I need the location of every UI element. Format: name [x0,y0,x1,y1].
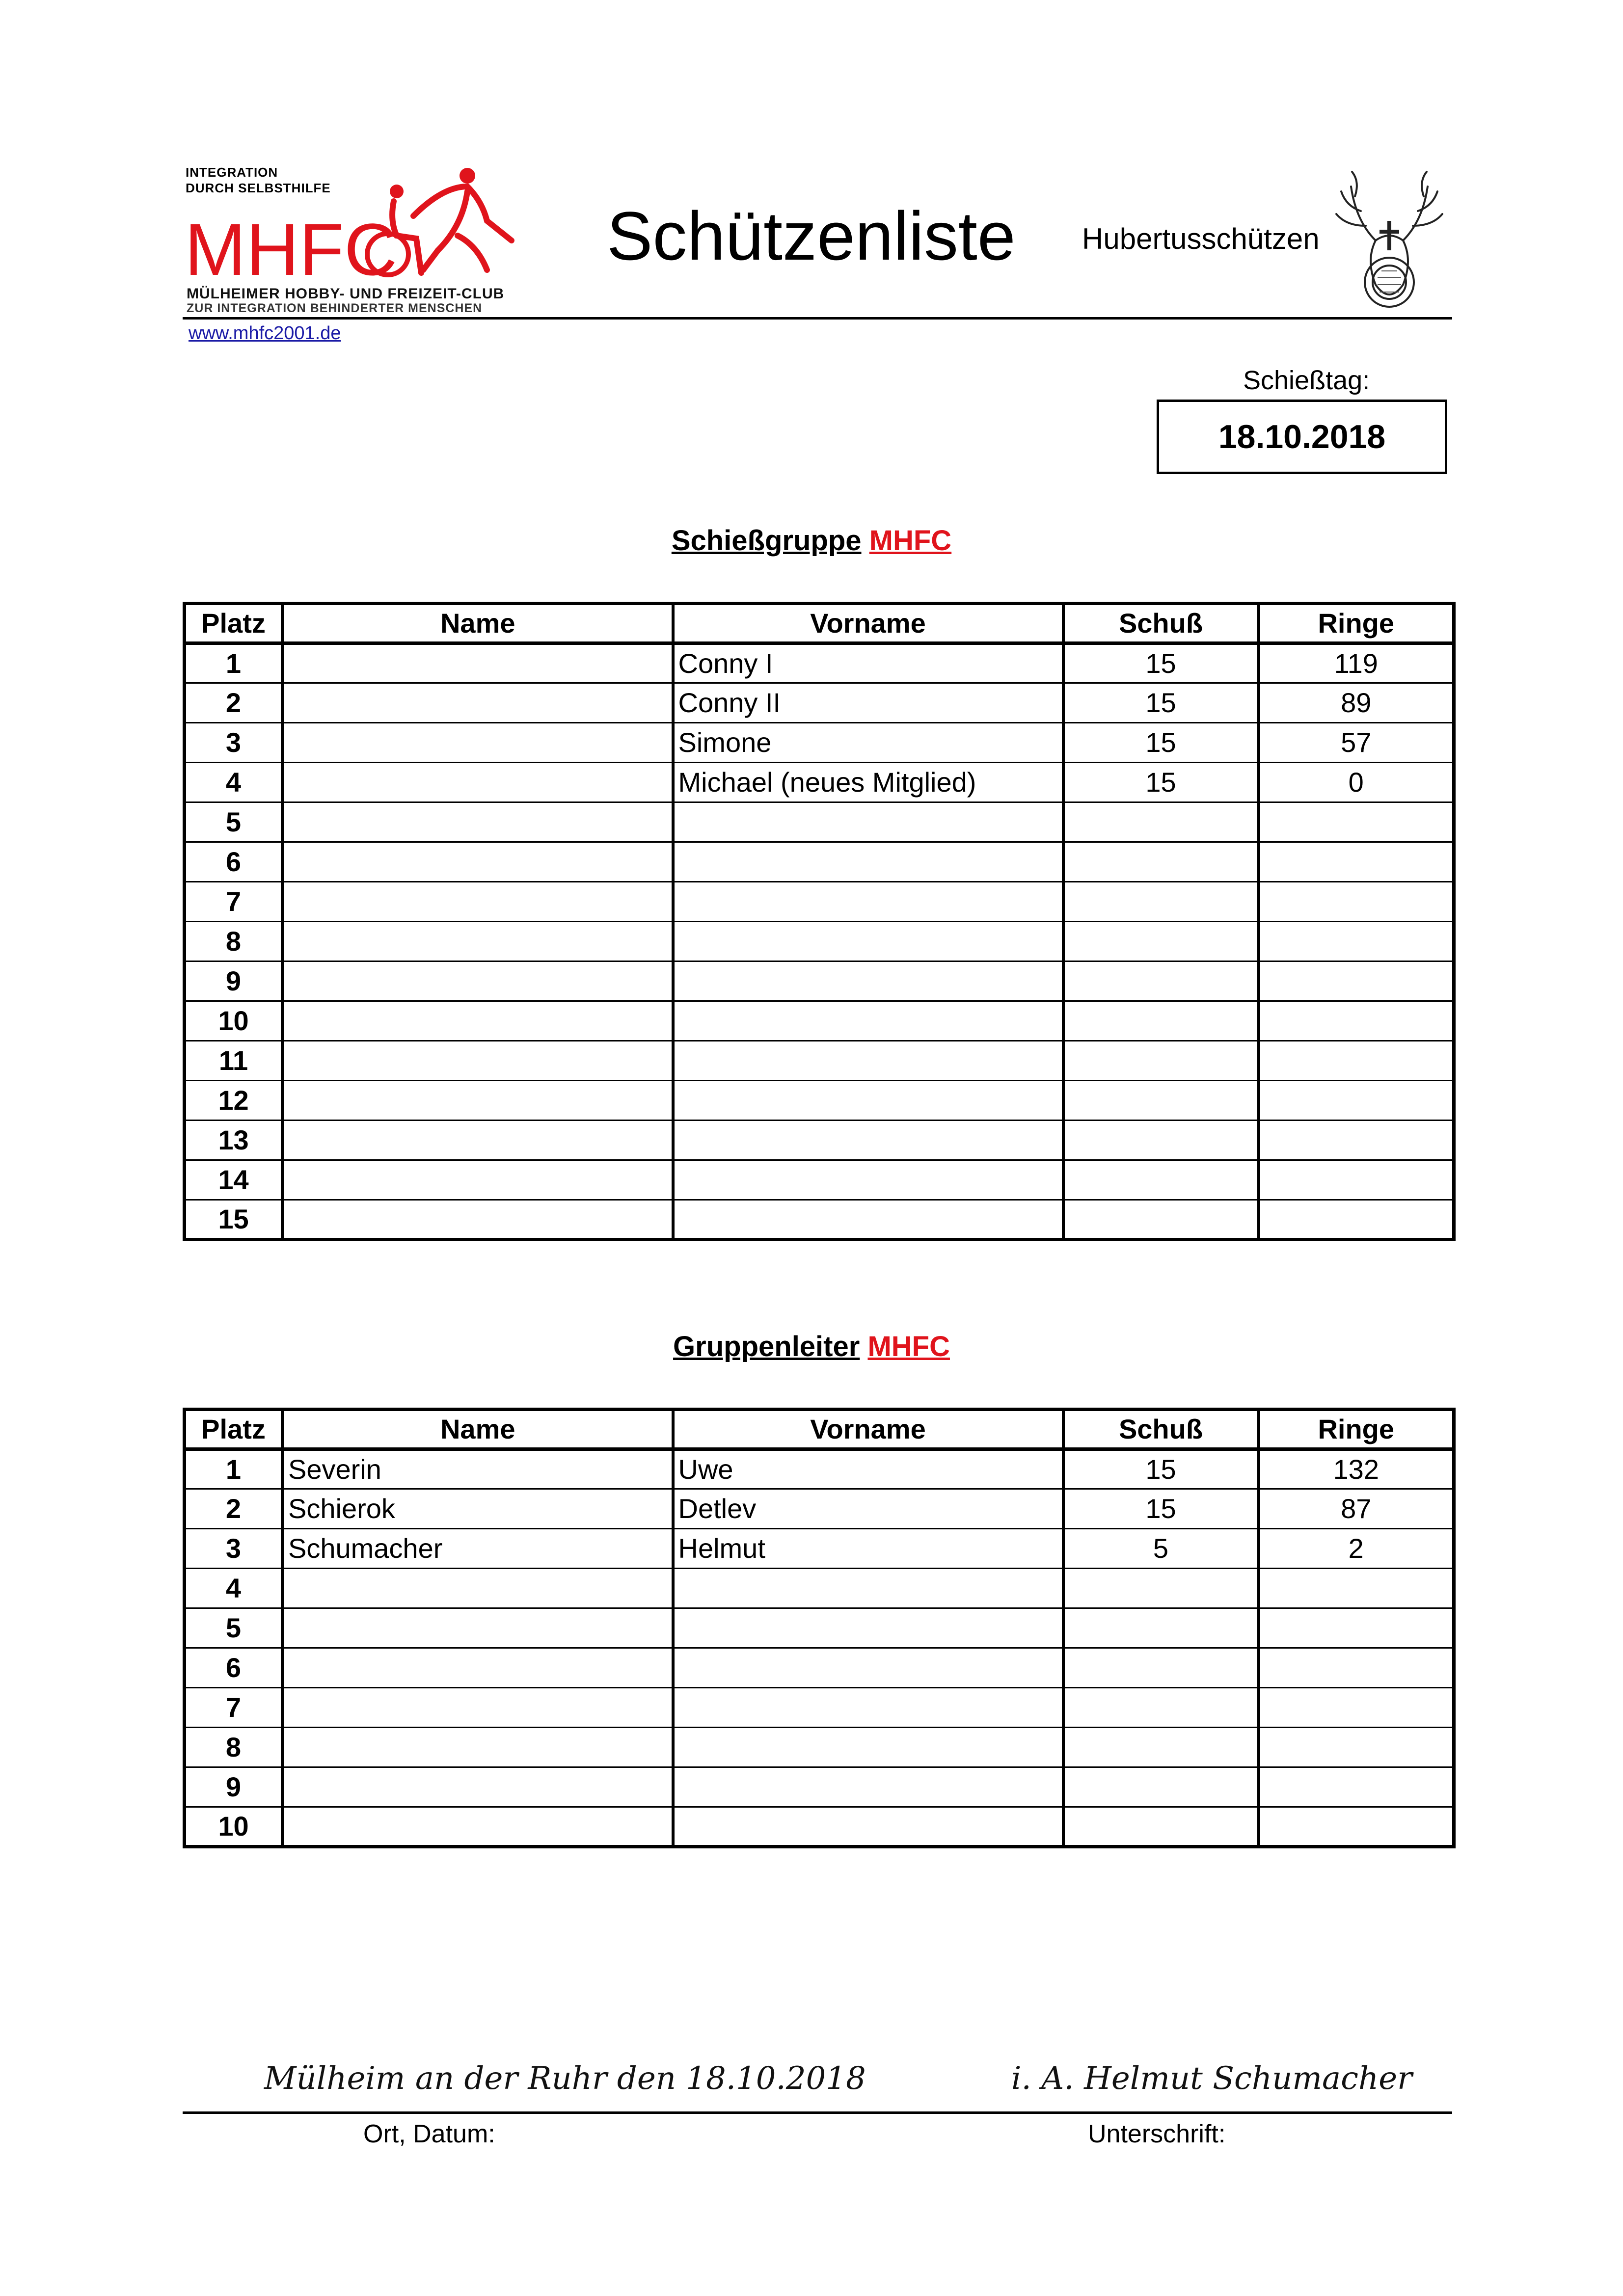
group-table-body [185,643,1454,1240]
cell-ringe [1259,1569,1454,1608]
cell-schuss [1063,1807,1259,1847]
cell-platz: 1 [185,1449,283,1489]
cell-ringe: 132 [1259,1449,1454,1489]
cell-schuss [1063,882,1259,922]
cell-vorname [673,1569,1063,1608]
cell-platz: 7 [185,1688,283,1728]
cell-name: Schumacher [283,1529,673,1569]
table-row [185,842,1454,882]
cell-vorname [673,1160,1063,1200]
cell-ringe [1259,1767,1454,1807]
cell-ringe: 87 [1259,1489,1454,1529]
table-row [185,1200,1454,1240]
cell-name: Severin [283,1449,673,1489]
cell-vorname [673,1688,1063,1728]
cell-schuss [1063,842,1259,882]
cell-schuss [1063,1001,1259,1041]
cell-ringe [1259,1041,1454,1081]
cell-platz: 8 [185,1728,283,1767]
table-row [185,1608,1454,1648]
cell-platz: 11 [185,1041,283,1081]
cell-vorname [673,1648,1063,1688]
cell-platz: 6 [185,842,283,882]
club-name: Hubertusschützen [1082,222,1320,255]
cell-ringe: 2 [1259,1529,1454,1569]
cell-platz: 7 [185,882,283,922]
table-row [185,1160,1454,1200]
cell-ringe: 0 [1259,763,1454,802]
logo-line-1: INTEGRATION [186,165,278,180]
table-row [185,1767,1454,1807]
cell-ringe [1259,1688,1454,1728]
cell-vorname [673,1728,1063,1767]
cell-ringe: 89 [1259,683,1454,723]
cell-platz: 10 [185,1001,283,1041]
place-date-handwritten: Mülheim an der Ruhr den 18.10.2018 [264,2060,866,2097]
cell-vorname [673,1121,1063,1160]
column-header-name: Name [283,1410,673,1449]
date-value: 18.10.2018 [1157,400,1447,474]
cell-name [283,1767,673,1807]
cell-ringe [1259,1121,1454,1160]
table-row [185,1648,1454,1688]
place-date-label: Ort, Datum: [363,2120,495,2148]
cell-ringe [1259,1608,1454,1648]
cell-schuss: 15 [1063,723,1259,763]
cell-schuss: 15 [1063,763,1259,802]
cell-name [283,1200,673,1240]
cell-platz: 10 [185,1807,283,1847]
table-row [185,1001,1454,1041]
cell-vorname [673,1041,1063,1081]
cell-platz: 6 [185,1648,283,1688]
cell-name [283,802,673,842]
cell-schuss: 5 [1063,1529,1259,1569]
mhfc-logo [183,162,536,318]
cell-schuss [1063,1200,1259,1240]
table-row [185,802,1454,842]
cell-vorname: Detlev [673,1489,1063,1529]
cell-platz: 4 [185,763,283,802]
leaders-table-header [185,1410,1454,1449]
cell-ringe [1259,1081,1454,1121]
cell-platz: 13 [185,1121,283,1160]
cell-ringe [1259,922,1454,961]
cell-name: Schierok [283,1489,673,1529]
table-row [185,763,1454,802]
cell-schuss [1063,1767,1259,1807]
cell-name [283,1728,673,1767]
cell-ringe [1259,1728,1454,1767]
cell-platz: 5 [185,1608,283,1648]
signature-label: Unterschrift: [1088,2120,1226,2148]
table-row [185,1489,1454,1529]
table-row [185,1081,1454,1121]
group-table-header [185,604,1454,643]
logo-subtitle-2: ZUR INTEGRATION BEHINDERTER MENSCHEN [187,301,483,315]
table-row [185,1688,1454,1728]
cell-schuss [1063,1041,1259,1081]
cell-name [283,1807,673,1847]
table-row [185,683,1454,723]
group-title-prefix: Schießgruppe [671,525,862,557]
column-header-platz: Platz [185,1410,283,1449]
cell-schuss [1063,1081,1259,1121]
group-score-table [183,602,1456,1241]
cell-ringe: 57 [1259,723,1454,763]
group-title-highlight: MHFC [869,525,952,557]
cell-vorname: Uwe [673,1449,1063,1489]
cell-platz: 2 [185,683,283,723]
column-header-vorname: Vorname [673,1410,1063,1449]
cell-platz: 8 [185,922,283,961]
cell-vorname: Helmut [673,1529,1063,1569]
cell-platz: 15 [185,1200,283,1240]
page-title: Schützenliste [607,197,1016,274]
cell-schuss: 15 [1063,1449,1259,1489]
cell-platz: 3 [185,1529,283,1569]
cell-ringe [1259,1001,1454,1041]
table-row [185,882,1454,922]
column-header-platz: Platz [185,604,283,643]
column-header-vorname: Vorname [673,604,1063,643]
cell-schuss [1063,802,1259,842]
cell-ringe: 119 [1259,643,1454,683]
cell-schuss: 15 [1063,1489,1259,1529]
cell-vorname: Michael (neues Mitglied) [673,763,1063,802]
cell-platz: 14 [185,1160,283,1200]
cell-platz: 5 [185,802,283,842]
table-row [185,1529,1454,1569]
cell-name [283,643,673,683]
cell-name [283,842,673,882]
cell-schuss [1063,1569,1259,1608]
date-label: Schießtag: [1243,366,1370,395]
website-link[interactable]: www.mhfc2001.de [189,323,341,344]
cell-vorname [673,1807,1063,1847]
cell-vorname: Conny I [673,643,1063,683]
cell-platz: 3 [185,723,283,763]
column-header-ringe: Ringe [1259,604,1454,643]
cell-ringe [1259,1200,1454,1240]
cell-platz: 9 [185,1767,283,1807]
column-header-schuss: Schuß [1063,1410,1259,1449]
cell-ringe [1259,802,1454,842]
cell-platz: 12 [185,1081,283,1121]
table-row [185,1449,1454,1489]
cell-ringe [1259,961,1454,1001]
cell-schuss [1063,1608,1259,1648]
table-row [185,1121,1454,1160]
table-row [185,723,1454,763]
cell-schuss [1063,961,1259,1001]
cell-schuss [1063,1728,1259,1767]
cell-name [283,1569,673,1608]
cell-schuss [1063,1121,1259,1160]
table-row [185,643,1454,683]
cell-vorname [673,1767,1063,1807]
cell-ringe [1259,842,1454,882]
cell-name [283,1081,673,1121]
cell-name [283,1121,673,1160]
cell-platz: 9 [185,961,283,1001]
cell-name [283,1608,673,1648]
cell-vorname: Conny II [673,683,1063,723]
group-section-title [0,524,1623,557]
table-row [185,961,1454,1001]
table-row [185,922,1454,961]
cell-name [283,961,673,1001]
cell-vorname [673,961,1063,1001]
cell-platz: 1 [185,643,283,683]
cell-vorname: Simone [673,723,1063,763]
cell-schuss [1063,1688,1259,1728]
leaders-title-prefix: Gruppenleiter [673,1331,860,1362]
table-row [185,1728,1454,1767]
leaders-table-body [185,1449,1454,1847]
cell-vorname [673,1200,1063,1240]
cell-vorname [673,802,1063,842]
cell-name [283,1041,673,1081]
cell-name [283,922,673,961]
cell-vorname [673,882,1063,922]
cell-vorname [673,1608,1063,1648]
table-row [185,1041,1454,1081]
cell-name [283,1160,673,1200]
signature-handwritten: i. A. Helmut Schumacher [1011,2060,1412,2097]
cell-schuss [1063,922,1259,961]
cell-name [283,683,673,723]
leaders-score-table [183,1408,1456,1848]
header-divider [183,317,1452,320]
cell-platz: 4 [185,1569,283,1608]
cell-name [283,763,673,802]
column-header-name: Name [283,604,673,643]
cell-schuss: 15 [1063,683,1259,723]
cell-ringe [1259,1160,1454,1200]
cell-name [283,882,673,922]
leaders-section-title [0,1330,1623,1363]
stag-cross-emblem-icon [1330,167,1448,314]
cell-schuss: 15 [1063,643,1259,683]
cell-name [283,1001,673,1041]
cell-schuss [1063,1160,1259,1200]
cell-vorname [673,1081,1063,1121]
logo-line-2: DURCH SELBSTHILFE [186,181,331,195]
cell-ringe [1259,882,1454,922]
table-row [185,1807,1454,1847]
cell-platz: 2 [185,1489,283,1529]
cell-ringe [1259,1648,1454,1688]
cell-name [283,1648,673,1688]
signature-line [183,2111,1452,2114]
cell-schuss [1063,1648,1259,1688]
cell-name [283,1688,673,1728]
cell-vorname [673,1001,1063,1041]
cell-ringe [1259,1807,1454,1847]
logo-letters: MHFC [185,208,398,291]
cell-vorname [673,842,1063,882]
cell-vorname [673,922,1063,961]
table-row [185,1569,1454,1608]
column-header-ringe: Ringe [1259,1410,1454,1449]
column-header-schuss: Schuß [1063,604,1259,643]
leaders-title-highlight: MHFC [867,1331,950,1362]
cell-name [283,723,673,763]
logo-subtitle-1: MÜLHEIMER HOBBY- UND FREIZEIT-CLUB [187,286,505,302]
